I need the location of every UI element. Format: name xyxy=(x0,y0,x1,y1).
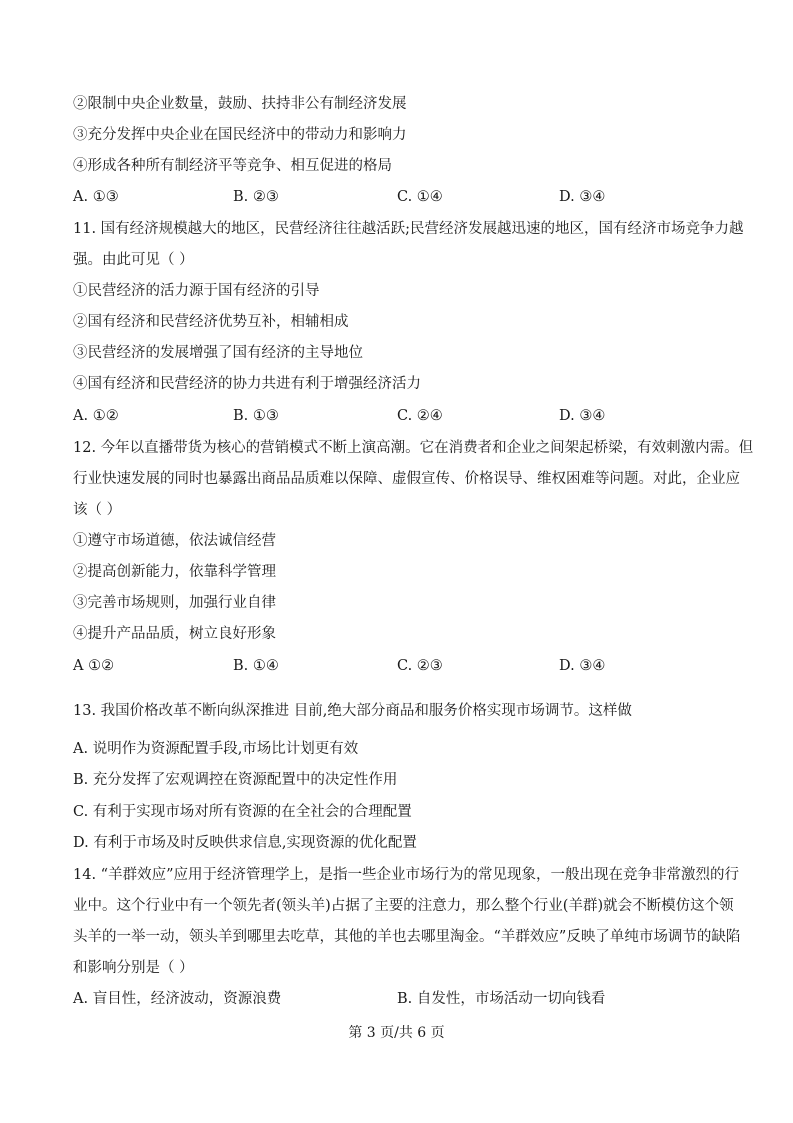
q11-statement-2: ②国有经济和民营经济优势互补，相辅相成 xyxy=(73,314,349,330)
q14-option-b: B. 自发性，市场活动一切向钱看 xyxy=(397,991,606,1007)
q11-stem-line1: 11. 国有经济规模越大的地区，民营经济往往越活跃;民营经济发展越迅速的地区，国有经济市场竞争力越 xyxy=(73,221,744,237)
statement-2: ②限制中央企业数量，鼓励、扶持非公有制经济发展 xyxy=(73,96,407,112)
q10-option-d: D. ③④ xyxy=(559,189,606,205)
q11-statement-3: ③民营经济的发展增强了国有经济的主导地位 xyxy=(73,345,363,361)
q14-stem-line1: 14. “羊群效应”应用于经济管理学上，是指一些企业市场行为的常见现象，一般出现在竞争非常激烈的行 xyxy=(73,867,739,883)
q10-option-c: C. ①④ xyxy=(397,189,443,205)
q12-option-a: A ①② xyxy=(73,658,115,674)
q11-option-a: A. ①② xyxy=(73,408,119,424)
q11-statement-4: ④国有经济和民营经济的协力共进有利于增强经济活力 xyxy=(73,376,421,392)
q11-statement-1: ①民营经济的活力源于国有经济的引导 xyxy=(73,283,320,299)
q12-options xyxy=(73,656,733,676)
q13-stem: 13. 我国价格改革不断向纵深推进 目前,绝大部分商品和服务价格实现市场调节。这样做 xyxy=(73,703,632,719)
q12-stem-line1: 12. 今年以直播带货为核心的营销模式不断上演高潮。它在消费者和企业之间架起桥梁，有效刺激内需。但 xyxy=(73,440,754,456)
q13-option-b: B. 充分发挥了宏观调控在资源配置中的决定性作用 xyxy=(73,772,398,788)
q14-stem-line4: 和影响分别是（ ） xyxy=(73,960,194,976)
q12-option-b: B. ①④ xyxy=(233,658,279,674)
q12-stem-line2: 行业快速发展的同时也暴露出商品品质难以保障、虚假宣传、价格误导、维权困难等问题。对此，企业应 xyxy=(73,471,740,487)
q13-option-c: C. 有利于实现市场对所有资源的在全社会的合理配置 xyxy=(73,804,412,820)
q14-options xyxy=(73,989,733,1009)
q12-statement-3: ③完善市场规则，加强行业自律 xyxy=(73,595,276,611)
q14-option-a: A. 盲目性，经济波动，资源浪费 xyxy=(73,991,282,1007)
q11-option-c: C. ②④ xyxy=(397,408,443,424)
q11-stem-line2: 强。由此可见（ ） xyxy=(73,252,194,268)
q11-option-d: D. ③④ xyxy=(559,408,606,424)
q11-option-b: B. ①③ xyxy=(233,408,279,424)
q12-stem-line3: 该（ ） xyxy=(73,502,122,518)
statement-3: ③充分发挥中央企业在国民经济中的带动力和影响力 xyxy=(73,127,407,143)
statement-4: ④形成各种所有制经济平等竞争、相互促进的格局 xyxy=(73,158,392,174)
q12-statement-4: ④提升产品品质，树立良好形象 xyxy=(73,626,276,642)
q12-statement-1: ①遵守市场道德，依法诚信经营 xyxy=(73,533,276,549)
q12-option-d: D. ③④ xyxy=(559,658,606,674)
q10-option-b: B. ②③ xyxy=(233,189,279,205)
q10-option-a: A. ①③ xyxy=(73,189,119,205)
q14-stem-line2: 业中。这个行业中有一个领先者(领头羊)占据了主要的注意力，那么整个行业(羊群)就会不断模仿这个领 xyxy=(73,898,734,914)
q14-stem-line3: 头羊的一举一动，领头羊到哪里去吃草，其他的羊也去哪里淘金。“羊群效应”反映了单纯市场调节的缺陷 xyxy=(73,929,741,945)
q10-options xyxy=(73,187,733,207)
q12-statement-2: ②提高创新能力，依靠科学管理 xyxy=(73,564,276,580)
q12-option-c: C. ②③ xyxy=(397,658,443,674)
page-number-footer: 第 3 页/共 6 页 xyxy=(348,1025,445,1041)
q11-options xyxy=(73,406,733,426)
q13-option-d: D. 有利于市场及时反映供求信息,实现资源的优化配置 xyxy=(73,835,417,851)
q13-option-a: A. 说明作为资源配置手段,市场比计划更有效 xyxy=(73,741,359,757)
